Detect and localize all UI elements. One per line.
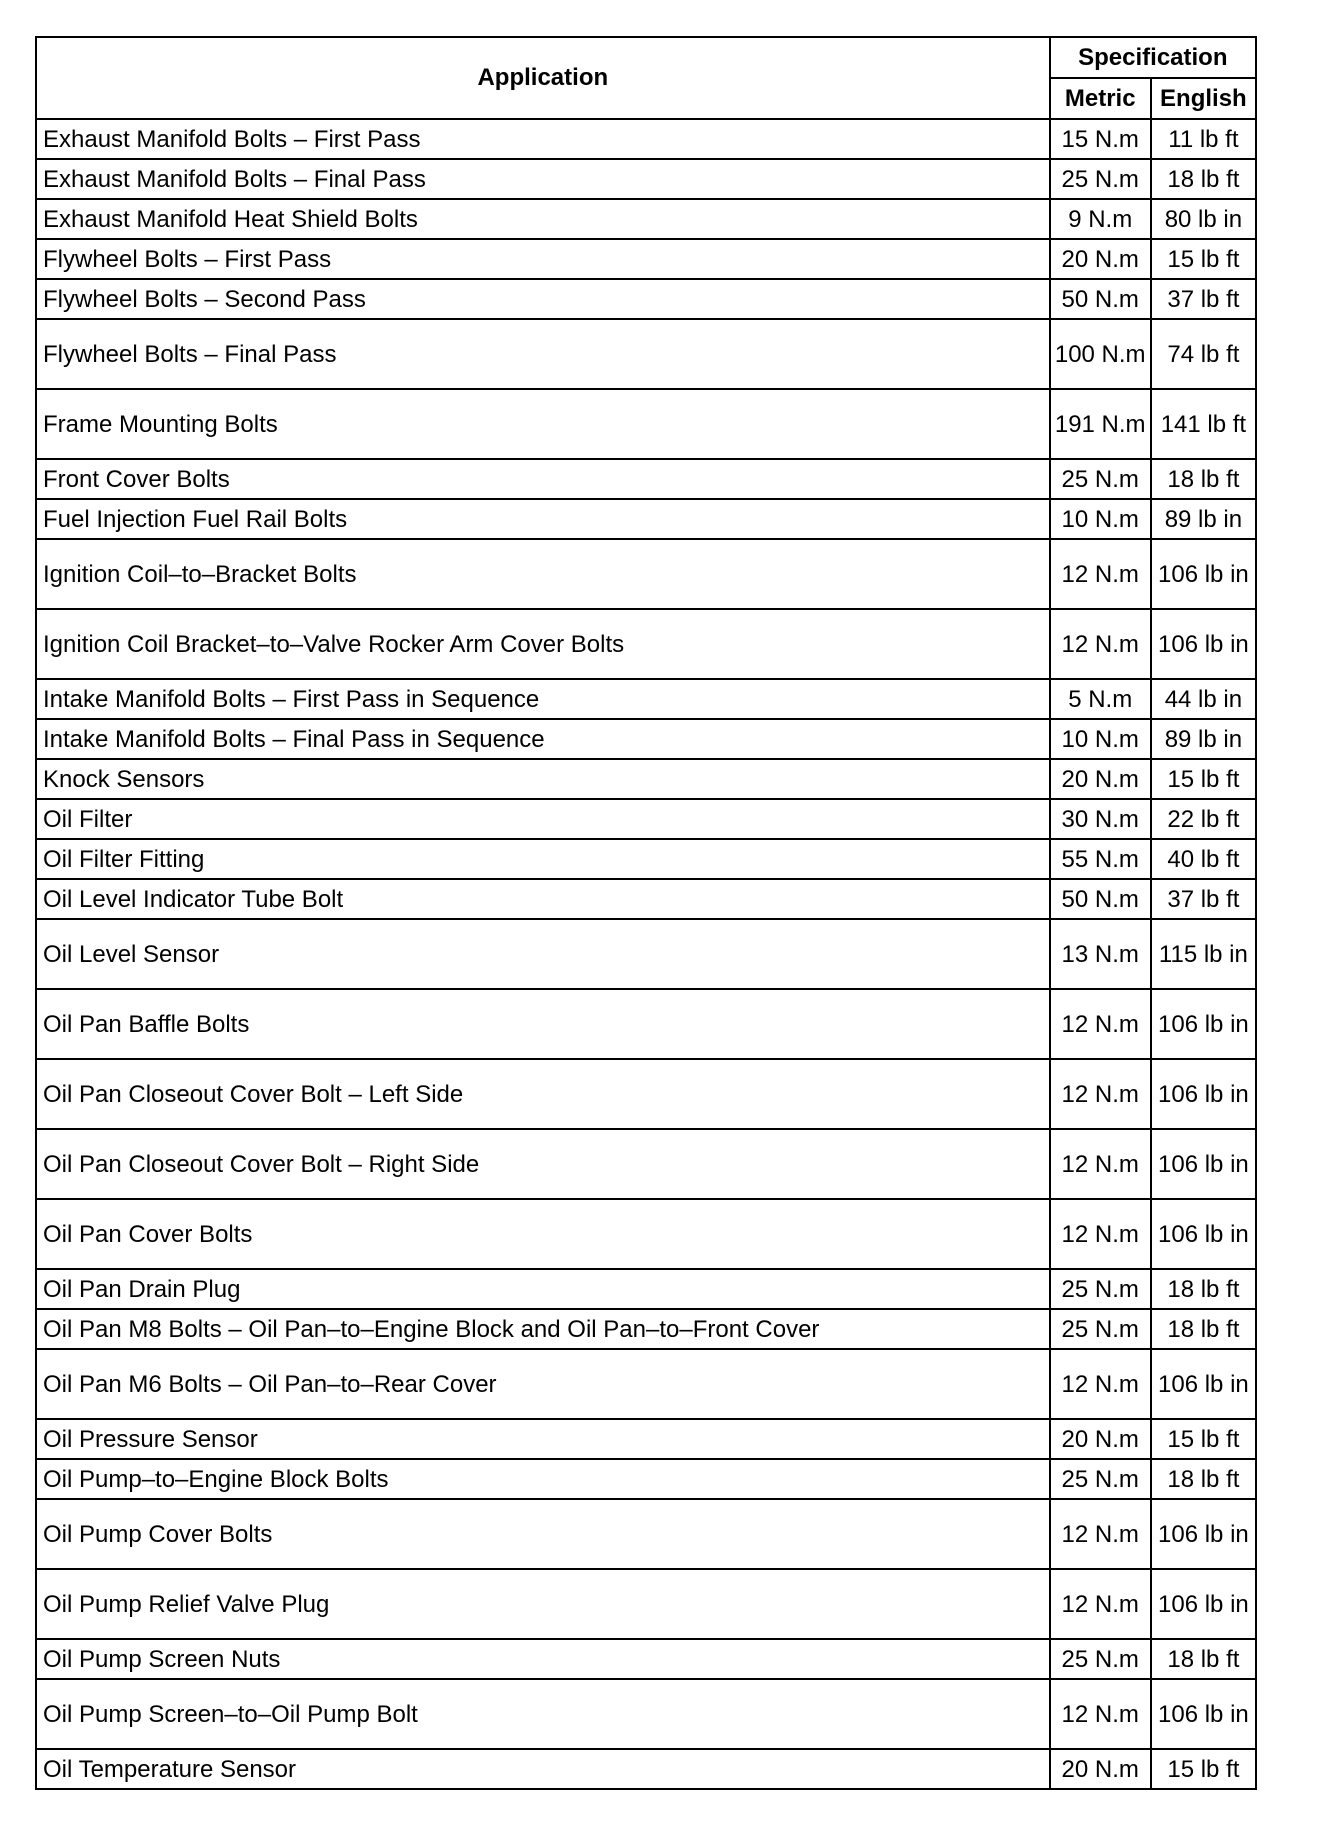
metric-cell: 20 N.m (1050, 759, 1151, 799)
application-cell: Oil Filter (36, 799, 1050, 839)
english-cell: 141 lb ft (1151, 389, 1256, 459)
metric-cell: 15 N.m (1050, 119, 1151, 159)
application-cell: Exhaust Manifold Bolts – First Pass (36, 119, 1050, 159)
english-cell: 89 lb in (1151, 499, 1256, 539)
english-cell: 106 lb in (1151, 539, 1256, 609)
table-row (36, 679, 1256, 719)
application-cell: Flywheel Bolts – Final Pass (36, 319, 1050, 389)
english-cell: 18 lb ft (1151, 459, 1256, 499)
table-row (36, 539, 1256, 609)
metric-cell: 20 N.m (1050, 239, 1151, 279)
table-row (36, 1419, 1256, 1459)
metric-cell: 12 N.m (1050, 1499, 1151, 1569)
table-row (36, 1749, 1256, 1789)
metric-cell: 50 N.m (1050, 279, 1151, 319)
english-cell: 106 lb in (1151, 1129, 1256, 1199)
english-header: English (1151, 78, 1256, 119)
application-cell: Exhaust Manifold Bolts – Final Pass (36, 159, 1050, 199)
table-row (36, 989, 1256, 1059)
table-row (36, 839, 1256, 879)
english-cell: 40 lb ft (1151, 839, 1256, 879)
application-cell: Oil Pressure Sensor (36, 1419, 1050, 1459)
english-cell: 74 lb ft (1151, 319, 1256, 389)
table-row (36, 799, 1256, 839)
table-row (36, 389, 1256, 459)
application-cell: Knock Sensors (36, 759, 1050, 799)
english-cell: 15 lb ft (1151, 759, 1256, 799)
application-cell: Fuel Injection Fuel Rail Bolts (36, 499, 1050, 539)
specification-header: Specification (1050, 37, 1256, 78)
application-cell: Oil Level Sensor (36, 919, 1050, 989)
english-cell: 115 lb in (1151, 919, 1256, 989)
metric-cell: 25 N.m (1050, 1309, 1151, 1349)
application-cell: Oil Filter Fitting (36, 839, 1050, 879)
metric-cell: 12 N.m (1050, 1059, 1151, 1129)
metric-cell: 25 N.m (1050, 459, 1151, 499)
metric-cell: 12 N.m (1050, 539, 1151, 609)
table-row (36, 1309, 1256, 1349)
english-cell: 44 lb in (1151, 679, 1256, 719)
metric-cell: 12 N.m (1050, 1199, 1151, 1269)
application-cell: Ignition Coil Bracket–to–Valve Rocker Arm Cover Bolts (36, 609, 1050, 679)
table-row (36, 499, 1256, 539)
application-cell: Oil Pump Cover Bolts (36, 1499, 1050, 1569)
application-cell: Oil Pan M8 Bolts – Oil Pan–to–Engine Block and Oil Pan–to–Front Cover (36, 1309, 1050, 1349)
application-cell: Oil Pan Drain Plug (36, 1269, 1050, 1309)
metric-cell: 12 N.m (1050, 1349, 1151, 1419)
english-cell: 106 lb in (1151, 1059, 1256, 1129)
table-row (36, 1499, 1256, 1569)
metric-cell: 12 N.m (1050, 1129, 1151, 1199)
table-row (36, 1679, 1256, 1749)
metric-cell: 55 N.m (1050, 839, 1151, 879)
english-cell: 15 lb ft (1151, 1419, 1256, 1459)
english-cell: 18 lb ft (1151, 1269, 1256, 1309)
application-cell: Ignition Coil–to–Bracket Bolts (36, 539, 1050, 609)
application-cell: Front Cover Bolts (36, 459, 1050, 499)
english-cell: 18 lb ft (1151, 1459, 1256, 1499)
application-cell: Oil Pump–to–Engine Block Bolts (36, 1459, 1050, 1499)
english-cell: 106 lb in (1151, 1679, 1256, 1749)
table-row (36, 159, 1256, 199)
application-cell: Flywheel Bolts – First Pass (36, 239, 1050, 279)
english-cell: 106 lb in (1151, 609, 1256, 679)
application-cell: Oil Pump Screen–to–Oil Pump Bolt (36, 1679, 1050, 1749)
english-cell: 106 lb in (1151, 1569, 1256, 1639)
metric-cell: 25 N.m (1050, 1639, 1151, 1679)
english-cell: 15 lb ft (1151, 1749, 1256, 1789)
table-header (36, 37, 1256, 119)
application-header: Application (36, 37, 1050, 119)
metric-cell: 25 N.m (1050, 1269, 1151, 1309)
metric-cell: 12 N.m (1050, 1569, 1151, 1639)
english-cell: 22 lb ft (1151, 799, 1256, 839)
table-row (36, 1569, 1256, 1639)
application-cell: Flywheel Bolts – Second Pass (36, 279, 1050, 319)
metric-header: Metric (1050, 78, 1151, 119)
english-cell: 18 lb ft (1151, 159, 1256, 199)
metric-cell: 25 N.m (1050, 1459, 1151, 1499)
application-cell: Oil Pan Cover Bolts (36, 1199, 1050, 1269)
table-row (36, 879, 1256, 919)
table-row (36, 1269, 1256, 1309)
metric-cell: 191 N.m (1050, 389, 1151, 459)
table-row (36, 199, 1256, 239)
application-cell: Frame Mounting Bolts (36, 389, 1050, 459)
metric-cell: 13 N.m (1050, 919, 1151, 989)
application-cell: Oil Pan M6 Bolts – Oil Pan–to–Rear Cover (36, 1349, 1050, 1419)
english-cell: 106 lb in (1151, 1349, 1256, 1419)
english-cell: 80 lb in (1151, 199, 1256, 239)
table-row (36, 279, 1256, 319)
english-cell: 37 lb ft (1151, 879, 1256, 919)
application-cell: Oil Pan Closeout Cover Bolt – Right Side (36, 1129, 1050, 1199)
metric-cell: 100 N.m (1050, 319, 1151, 389)
application-cell: Oil Pan Closeout Cover Bolt – Left Side (36, 1059, 1050, 1129)
table-row (36, 1129, 1256, 1199)
english-cell: 18 lb ft (1151, 1309, 1256, 1349)
metric-cell: 20 N.m (1050, 1749, 1151, 1789)
table-row (36, 239, 1256, 279)
table-row (36, 759, 1256, 799)
english-cell: 106 lb in (1151, 1199, 1256, 1269)
torque-spec-table (35, 36, 1257, 1790)
table-body (36, 119, 1256, 1789)
metric-cell: 12 N.m (1050, 989, 1151, 1059)
table-row (36, 119, 1256, 159)
table-row (36, 1349, 1256, 1419)
table-row (36, 1059, 1256, 1129)
metric-cell: 10 N.m (1050, 499, 1151, 539)
application-cell: Oil Temperature Sensor (36, 1749, 1050, 1789)
metric-cell: 5 N.m (1050, 679, 1151, 719)
application-cell: Intake Manifold Bolts – Final Pass in Sequence (36, 719, 1050, 759)
english-cell: 106 lb in (1151, 1499, 1256, 1569)
table-row (36, 919, 1256, 989)
table-row (36, 719, 1256, 759)
application-cell: Intake Manifold Bolts – First Pass in Sequence (36, 679, 1050, 719)
table-row (36, 1459, 1256, 1499)
metric-cell: 50 N.m (1050, 879, 1151, 919)
application-cell: Oil Pan Baffle Bolts (36, 989, 1050, 1059)
table-row (36, 609, 1256, 679)
application-cell: Oil Pump Relief Valve Plug (36, 1569, 1050, 1639)
metric-cell: 10 N.m (1050, 719, 1151, 759)
english-cell: 18 lb ft (1151, 1639, 1256, 1679)
table-row (36, 459, 1256, 499)
table-row (36, 1199, 1256, 1269)
metric-cell: 20 N.m (1050, 1419, 1151, 1459)
table-row (36, 319, 1256, 389)
english-cell: 11 lb ft (1151, 119, 1256, 159)
metric-cell: 30 N.m (1050, 799, 1151, 839)
english-cell: 37 lb ft (1151, 279, 1256, 319)
english-cell: 106 lb in (1151, 989, 1256, 1059)
english-cell: 89 lb in (1151, 719, 1256, 759)
application-cell: Oil Pump Screen Nuts (36, 1639, 1050, 1679)
metric-cell: 25 N.m (1050, 159, 1151, 199)
metric-cell: 12 N.m (1050, 1679, 1151, 1749)
application-cell: Oil Level Indicator Tube Bolt (36, 879, 1050, 919)
metric-cell: 9 N.m (1050, 199, 1151, 239)
table-row (36, 1639, 1256, 1679)
english-cell: 15 lb ft (1151, 239, 1256, 279)
metric-cell: 12 N.m (1050, 609, 1151, 679)
application-cell: Exhaust Manifold Heat Shield Bolts (36, 199, 1050, 239)
